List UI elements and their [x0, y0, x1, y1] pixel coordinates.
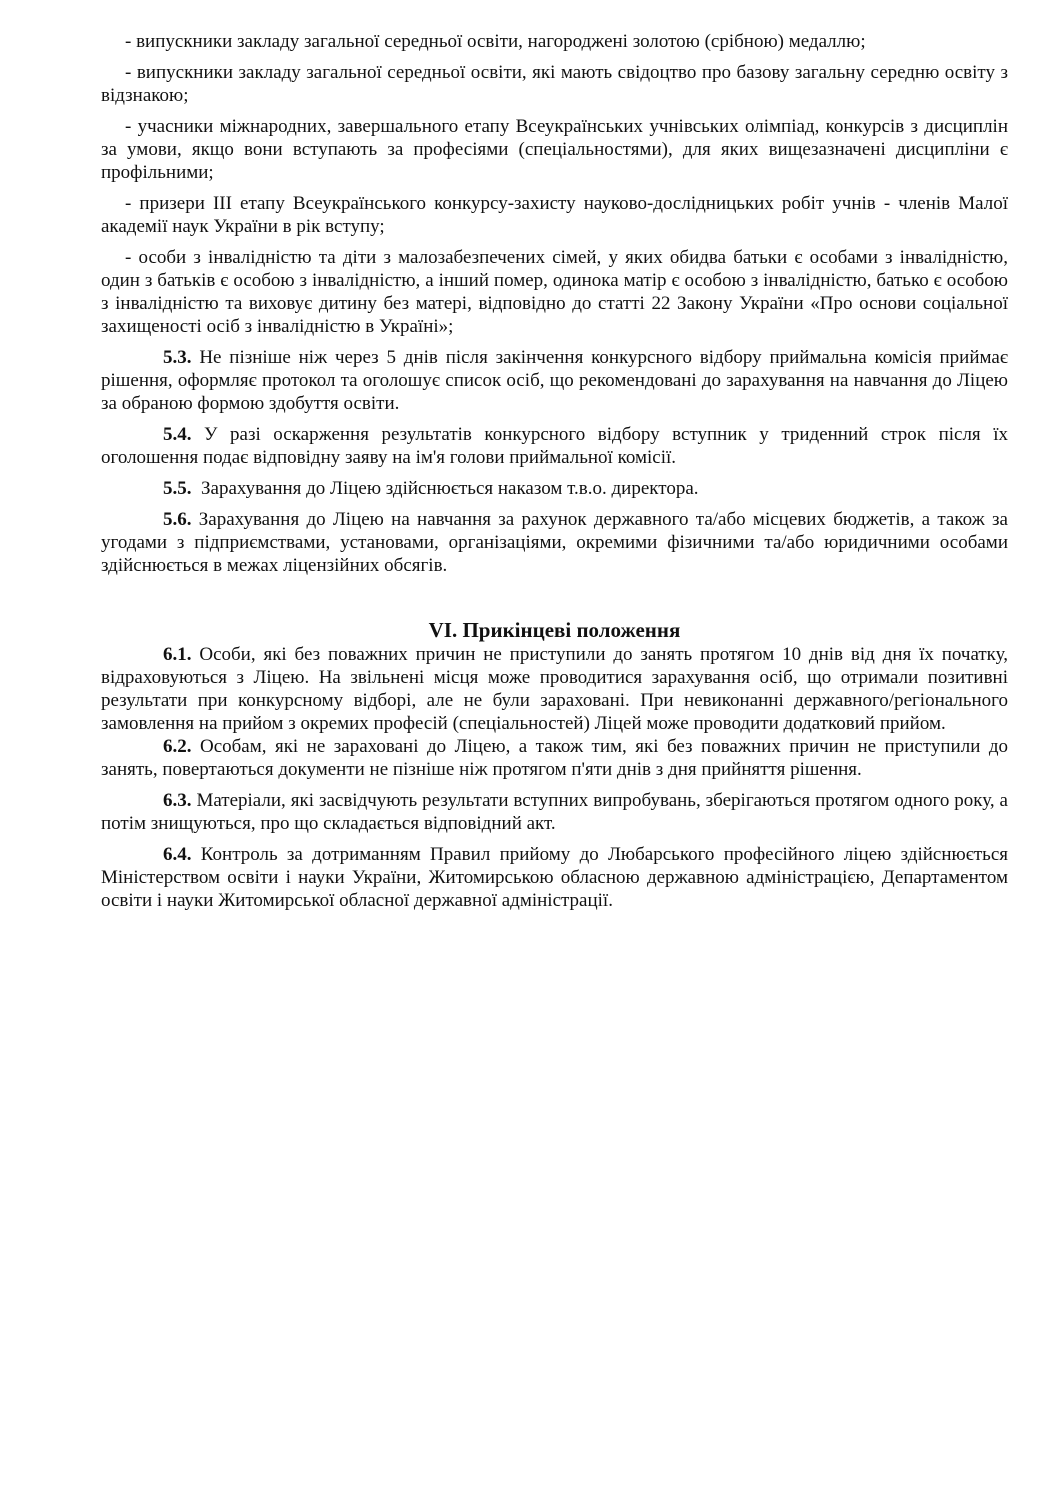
bullet-olympiad-participants: - учасники міжнародних, завершального етапу Всеукраїнських учнівських олімпіад, конкурсів з дисциплін за умови, якщо вони вступають за професіями (спеціальностями), для яких вищезазначені дисципліни є профільними;	[101, 116, 1008, 183]
clause-6-1	[101, 643, 1008, 735]
clause-number: 6.1.	[163, 644, 192, 665]
clause-6-4	[101, 843, 1018, 912]
bullet-honors-certificate: - випускники закладу загальної середньої освіти, які мають свідоцтво про базову загальну середню освіту з відзнакою;	[101, 62, 1008, 106]
clause-number: 5.3.	[163, 347, 192, 368]
clause-text: Не пізніше ніж через 5 днів після закінчення конкурсного відбору приймальна комісія приймає рішення, оформляє протокол та оголошує список осіб, що рекомендовані до зарахування на навчання до Ліцею за обраною формою здобуття освіти.	[101, 347, 1008, 414]
clause-5-3	[101, 346, 1008, 415]
clause-text: Зарахування до Ліцею на навчання за рахунок державного та/або місцевих бюджетів, а також за угодами з підприємствами, установами, організаціями, окремими фізичними та/або юридичними особами здійснюється в межах ліцензійних обсягів.	[101, 509, 1008, 576]
clause-5-6	[101, 508, 1008, 577]
clause-number: 6.4.	[163, 844, 192, 865]
clause-text: Зарахування до Ліцею здійснюється наказом т.в.о. директора.	[191, 478, 699, 499]
bullet-academy-winners: - призери ІІІ етапу Всеукраїнського конкурсу-захисту науково-дослідницьких робіт учнів - членів Малої академії наук України в рік вступу;	[101, 193, 1008, 237]
clause-text: У разі оскарження результатів конкурсного відбору вступник у триденний строк після їх оголошення подає відповідну заяву на ім'я голови приймальної комісії.	[101, 424, 1008, 468]
clause-number: 6.2.	[163, 736, 192, 757]
clause-6-3	[101, 789, 1008, 835]
document-page	[101, 0, 1018, 912]
section-6-heading: VI. Прикінцеві положення	[428, 618, 681, 642]
clause-number: 5.6.	[163, 509, 192, 530]
clause-5-4	[101, 423, 1008, 469]
clause-text: Контроль за дотриманням Правил прийому до Любарського професійного ліцею здійснюється Міністерством освіти і науки України, Житомирською обласною державною адміністрацією, Департаментом освіти і науки Житомирської обласної державної адміністрації.	[101, 844, 1018, 911]
clause-5-5	[101, 477, 1008, 500]
clause-text: Особи, які без поважних причин не приступили до занять протягом 10 днів від дня їх початку, відраховуються з Ліцею. На звільнені місця може проводитися зарахування осіб, що отримали позитивні результати при конкурсному відборі, але не були зараховані. При невиконанні державного/регіонального замовлення на прийом з окремих професій (спеціальностей) Ліцей може проводити додатковий прийом.	[101, 644, 1008, 734]
clause-6-2	[101, 735, 1008, 781]
clause-number: 5.4.	[163, 424, 192, 445]
bullet-disabled-persons: - особи з інвалідністю та діти з малозабезпечених сімей, у яких обидва батьки є особами з інвалідністю, один з батьків є особою з інвалідністю, а інший помер, одинока матір є особою з інвалідністю, батько є особою з інвалідністю та виховує дитину без матері, відповідно до статті 22 Закону України «Про основи соціальної захищеності осіб з інвалідністю в Україні»;	[101, 247, 1008, 337]
bullet-gold-medal: - випускники закладу загальної середньої освіти, нагороджені золотою (срібною) медаллю;	[125, 31, 866, 52]
clause-text: Матеріали, які засвідчують результати вступних випробувань, зберігаються протягом одного року, а потім знищуються, про що складається відповідний акт.	[101, 790, 1008, 834]
clause-text: Особам, які не зараховані до Ліцею, а також тим, які без поважних причин не приступили до занять, повертаються документи не пізніше ніж протягом п'яти днів з дня прийняття рішення.	[101, 736, 1008, 780]
clause-number: 5.5.	[163, 478, 192, 499]
clause-number: 6.3.	[163, 790, 192, 811]
